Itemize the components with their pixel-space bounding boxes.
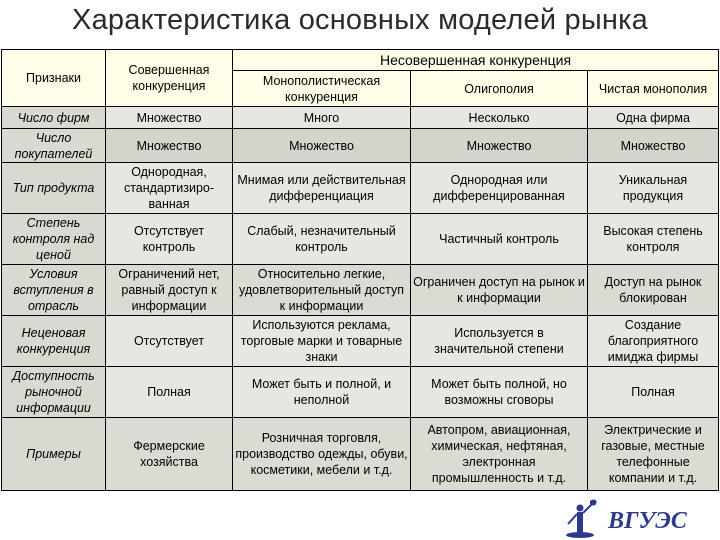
cell-oligopoly: Может быть полной, но возможны сговоры [411, 367, 588, 418]
cell-monopoly: Высокая степень контроля [588, 214, 719, 265]
market-models-table [1, 49, 719, 491]
cell-perfect: Ограничений нет, равный доступ к информации [106, 265, 233, 316]
cell-oligopoly: Множество [411, 129, 588, 163]
table-row [2, 265, 719, 316]
cell-monopolistic: Множество [233, 129, 411, 163]
table-row [2, 418, 719, 491]
table-row [2, 316, 719, 367]
row-label: Степень контроля над ценой [2, 214, 106, 265]
row-label: Примеры [2, 418, 106, 491]
cell-perfect: Множество [106, 107, 233, 129]
row-label: Число фирм [2, 107, 106, 129]
cell-oligopoly: Автопром, авиационная, химическая, нефтяная, электронная промышленность и т.д. [411, 418, 588, 491]
cell-monopoly: Электрические и газовые, местные телефонные компании и т.д. [588, 418, 719, 491]
table-row [2, 367, 719, 418]
cell-perfect: Фермерские хозяйства [106, 418, 233, 491]
cell-oligopoly: Частичный контроль [411, 214, 588, 265]
cell-monopoly: Уникальная продукция [588, 163, 719, 214]
header-pure-monopoly: Чистая монополия [588, 71, 719, 107]
table-row [2, 163, 719, 214]
cell-oligopoly: Несколько [411, 107, 588, 129]
header-oligopoly: Олигополия [411, 71, 588, 107]
header-imperfect-competition: Несовершенная конкуренция [233, 50, 719, 71]
cell-perfect: Однородная, стандартизиро-ванная [106, 163, 233, 214]
statue-logo-icon [566, 500, 597, 538]
table-row [2, 129, 719, 163]
cell-monopolistic: Мнимая или действительная дифференциация [233, 163, 411, 214]
row-label: Доступность рыночной информации [2, 367, 106, 418]
cell-oligopoly: Используется в значительной степени [411, 316, 588, 367]
row-label: Число покупателей [2, 129, 106, 163]
row-label: Тип продукта [2, 163, 106, 214]
cell-monopoly: Доступ на рынок блокирован [588, 265, 719, 316]
cell-monopolistic: Слабый, незначительный контроль [233, 214, 411, 265]
logo-text: ВГУЭС [608, 508, 687, 534]
cell-monopolistic: Много [233, 107, 411, 129]
cell-monopoly: Одна фирма [588, 107, 719, 129]
cell-monopoly: Полная [588, 367, 719, 418]
cell-oligopoly: Ограничен доступ на рынок и к информации [411, 265, 588, 316]
cell-monopolistic: Розничная торговля, производство одежды, обуви, косметики, мебели и т.д. [233, 418, 411, 491]
header-feature: Признаки [2, 50, 106, 107]
university-logo [560, 498, 700, 538]
cell-monopoly: Множество [588, 129, 719, 163]
cell-monopolistic: Может быть и полной, и неполной [233, 367, 411, 418]
page-title: Характеристика основных моделей рынка [72, 4, 648, 36]
cell-perfect: Полная [106, 367, 233, 418]
cell-perfect: Отсутствует [106, 316, 233, 367]
cell-monopoly: Создание благоприятного имиджа фирмы [588, 316, 719, 367]
cell-perfect: Отсутствует контроль [106, 214, 233, 265]
table-row [2, 214, 719, 265]
header-perfect-competition: Совершенная конкуренция [106, 50, 233, 107]
row-label: Неценовая конкуренция [2, 316, 106, 367]
cell-perfect: Множество [106, 129, 233, 163]
cell-oligopoly: Однородная или дифференцированная [411, 163, 588, 214]
row-label: Условия вступления в отрасль [2, 265, 106, 316]
cell-monopolistic: Используются реклама, торговые марки и товарные знаки [233, 316, 411, 367]
table-row [2, 107, 719, 129]
cell-monopolistic: Относительно легкие, удовлетворительный доступ к информации [233, 265, 411, 316]
header-monopolistic-competition: Монополистическая конкуренция [233, 71, 411, 107]
